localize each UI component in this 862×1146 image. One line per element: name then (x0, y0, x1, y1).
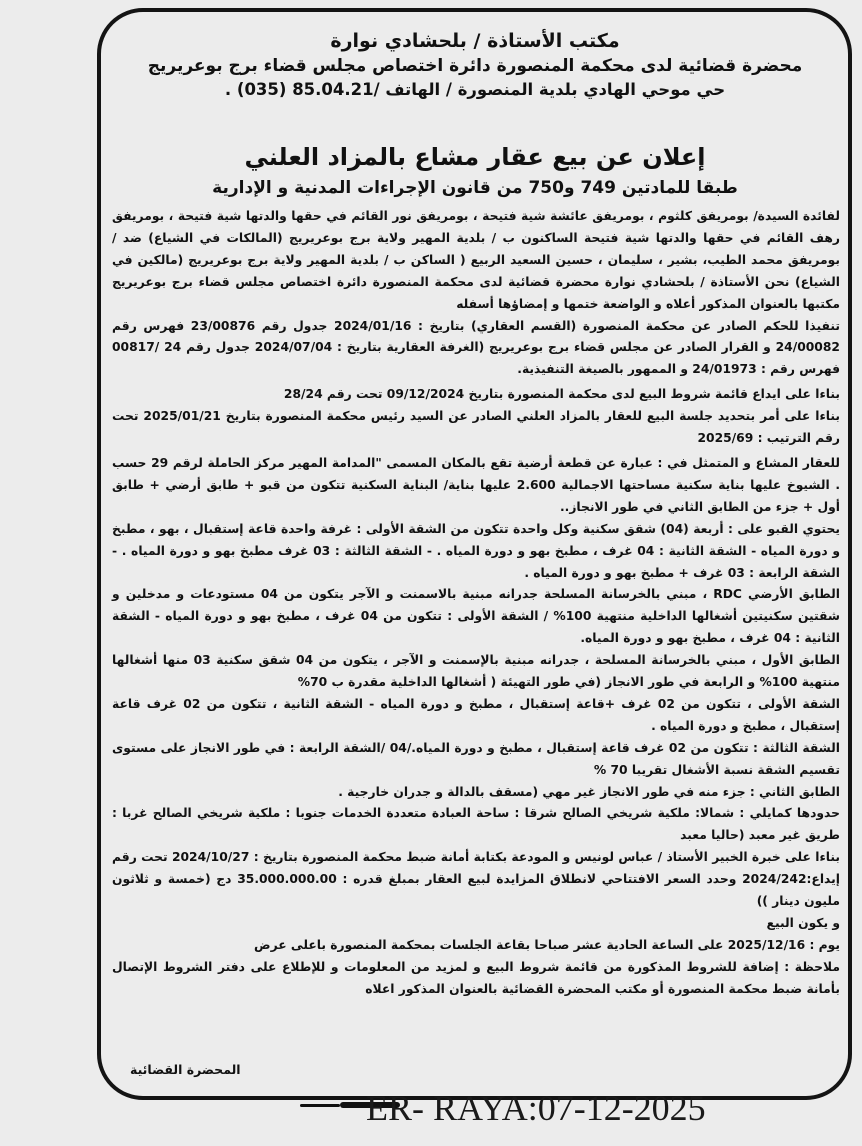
paragraph-apartments-1-2: الشقة الأولى ، تتكون من 02 غرف +قاعة إستقبال ، مطبخ و دورة المياه - الشقة الثانية ، تتكون من 02 غرف قاعة إستقبال ، مطبخ و دورة المياه . (112, 696, 840, 733)
paragraph-sale-date: يوم : 2025/12/16 على الساعة الحادية عشر صباحا بقاعة الجلسات بمحكمة المنصورة باعلى عرض (254, 937, 840, 952)
address-line: حي موحي الهادي بلدية المنصورة / الهاتف /85.04.21 (035) . (224, 80, 726, 99)
paragraph-property: للعقار المشاع و المتمثل في : عبارة عن قطعة أرضية تقع بالمكان المسمى "المدامة المهير مركز الحاملة لرقم 29 حسب . الشيوخ عليها بناية سكنية مساحتها الاجمالية 2.600 عليها بناية/ البناية السكنية تتكون من قبو + طابق أرضي + طابق أول + جزء من الطابق الثاني في طور الانجاز.. (112, 455, 840, 514)
office-name: مكتب الأستاذة / بلحشادي نوارة (330, 30, 620, 52)
notice-subtitle: طبقا للمادتين 749 و750 من قانون الإجراءات المدنية و الإدارية (212, 178, 738, 198)
paragraph-conditions-deposit: بناءا على ايداع قائمة شروط البيع لدى محكمة المنصورة بتاريخ 09/12/2024 تحت رقم 28/24 (283, 387, 840, 402)
paragraph-boundaries: حدودها كمايلي : شمالا: ملكية شريخي الصالح شرقا : ساحة العبادة متعددة الخدمات جنوبا : ملكية شريخي الصالح غربا : طريق غير معبد (حاليا معبد (112, 806, 840, 843)
paragraph-basement: يحتوي القبو على : أربعة (04) شقق سكنية وكل واحدة تتكون من الشقة الأولى : غرفة واحدة قاعة إستقبال ، بهو ، مطبخ و دورة المياه - الشقة الثانية : 04 غرف ، مطبخ بهو و دورة المياه . - الشقة الثالثة : 03 غرف مطبخ بهو و دورة المياه . - الشقة الرابعة : 03 غرف + مطبخ بهو و دورة المياه . (112, 521, 840, 580)
paragraph-note: ملاحظة : إضافة للشروط المذكورة من قائمة شروط البيع و لمزيد من المعلومات و للإطلاع على دفتر الشروط الإتصال بأمانة ضبط محكمة المنصورة أو مكتب المحضرة القضائية بالعنوان المذكور اعلاه (112, 959, 840, 996)
paragraph-parties: لفائدة السيدة/ بومريفق كلثوم ، بومريفق عائشة شية فتيحة ، بومريفق نور القائم في حقها والدتها شية فتيحة ، بومريفق رهف القائم في حقها والدتها شية فتيحة الساكنون ب / بلدية المهير ولاية برج بوعريريج (المالكات في الشياع) ضد / بومريفق محمد الطيب، بشير ، سليمان ، حسين السعيد الربيع ( الساكن ب / بلدية المهير ولاية برج بوعريريج (مالكين في الشياع) نحن الأستاذة / بلحشادي نوارة محضرة قضائية لدى محكمة المنصورة دائرة اختصاص مجلس قضاء برج بوعريريج مكتبها بالعنوان المذكور أعلاه و الواضعة ختمها و إمضاؤها أسفله (112, 209, 840, 311)
paragraph-second-floor: الطابق الثاني : جزء منه في طور الانجاز غير مهي (مسقف بالدالة و جدران خارجية . (338, 784, 840, 799)
paragraph-sale-heading: و يكون البيع (766, 916, 840, 930)
paragraph-first-floor: الطابق الأول ، مبني بالخرسانة المسلحة ، جدرانه مبنية بالإسمنت و الآجر ، يتكون من 04 شقق سكنية 03 منها أشغالها منتهية 100% و الرابعة في طور الانجاز (في طور التهيئة ( أشغالها الداخلية مقدرة ب 70% (112, 653, 840, 690)
notice-body (112, 206, 840, 1001)
paragraph-apartments-3-4: الشقة الثالثة : تتكون من 02 غرف قاعة إستقبال ، مطبخ و دورة المياه./04 /الشقة الرابعة : في طور الانجاز على مستوى تقسيم الشقة نسبة الأشغال تقريبا 70 % (112, 740, 841, 777)
court-line: محضرة قضائية لدى محكمة المنصورة دائرة اختصاص مجلس قضاء برج بوعريريج (147, 56, 803, 76)
paragraph-sale-order: بناءا على أمر بتحديد جلسة البيع للعقار بالمزاد العلني الصادر عن السيد رئيس محكمة المنصورة بتاريخ 2025/01/21 تحت رقم الترتيب : 2025/69 (112, 409, 840, 446)
notice-title: إعلان عن بيع عقار مشاع بالمزاد العلني (244, 143, 706, 171)
signature: المحضرة القضائية (130, 1062, 241, 1077)
paragraph-expertise-price: بناءا على خبرة الخبير الأستاذ / عباس لونيس و المودعة بكتابة أمانة ضبط محكمة المنصورة بتاريخ : 2024/10/27 تحت رقم إيداع:2024/242 وحدد السعر الافتتاحي لانطلاق المزايدة لبيع العقار بمبلغ قدره : 35.000.000.00 دج (خمسة و ثلاثون مليون دينار )) (112, 850, 840, 909)
publication-footer: ER- RAYA:07-12-2025 (366, 1088, 706, 1128)
paragraph-ground-floor: الطابق الأرضي RDC ، مبني بالخرسانة المسلحة جدرانه مبنية بالاسمنت و الآجر يتكون من 04 مستودعات و مدخلين و شقتين سكنيتين أشغالها الداخلية منتهية 100% / الشقة الأولى : تتكون من 04 غرف ، مطبخ بهو و دورة المياه - الشقة الثانية : 04 غرف ، مطبخ بهو و دورة المياه. (112, 587, 840, 646)
notice-header (100, 28, 850, 102)
footer-rule-left (300, 1104, 340, 1107)
paragraph-judgment: تنفيذا للحكم الصادر عن محكمة المنصورة (القسم العقاري) بتاريخ : 2024/01/16 جدول رقم 23/00876 فهرس رقم 24/00082 و القرار الصادر عن مجلس قضاء برج بوعريريج (الغرفة العقارية بتاريخ : 2024/07/04 جدول رقم 24 /00817 فهرس رقم : 24/01973 و الممهور بالصيغة التنفيذية. (112, 318, 840, 377)
